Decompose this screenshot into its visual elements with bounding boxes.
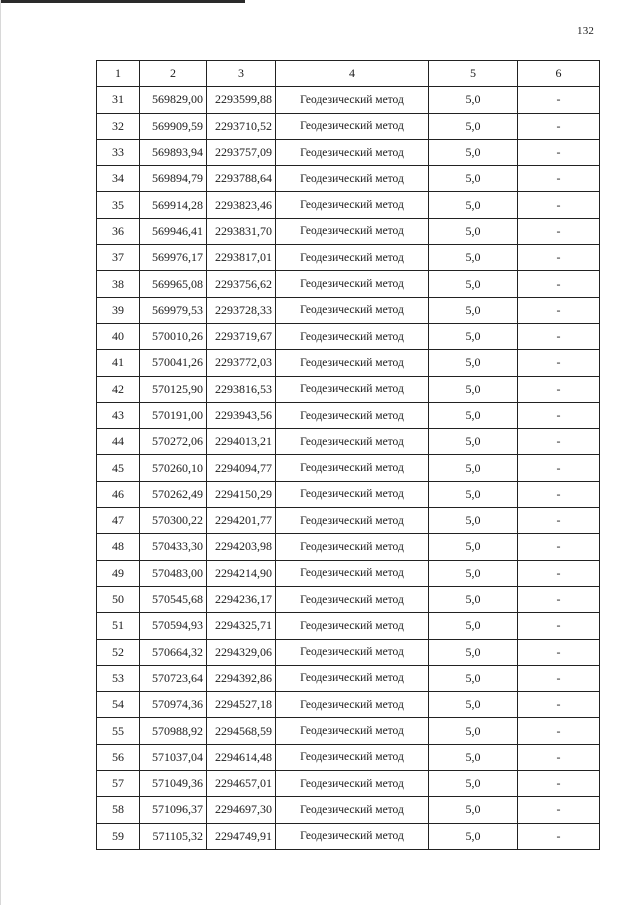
accuracy-cell: 5,0 [429,481,518,507]
accuracy-cell: 5,0 [429,87,518,113]
method-cell: Геодезический метод [276,192,429,218]
y-coordinate-cell: 2293757,09 [207,139,276,165]
accuracy-cell: 5,0 [429,139,518,165]
x-coordinate-cell: 570262,49 [140,481,207,507]
y-coordinate-cell: 2294697,30 [207,797,276,823]
x-coordinate-cell: 570272,06 [140,429,207,455]
point-number-cell: 55 [97,718,140,744]
method-cell: Геодезический метод [276,613,429,639]
table-row [97,87,600,113]
table-row [97,192,600,218]
table-row [97,771,600,797]
x-coordinate-cell: 569829,00 [140,87,207,113]
method-cell: Геодезический метод [276,429,429,455]
method-cell: Геодезический метод [276,402,429,428]
y-coordinate-cell: 2293710,52 [207,113,276,139]
x-coordinate-cell: 570260,10 [140,455,207,481]
point-number-cell: 44 [97,429,140,455]
point-number-cell: 46 [97,481,140,507]
x-coordinate-cell: 569914,28 [140,192,207,218]
note-cell: - [518,245,600,271]
accuracy-cell: 5,0 [429,797,518,823]
table-row [97,455,600,481]
note-cell: - [518,166,600,192]
y-coordinate-cell: 2294236,17 [207,586,276,612]
table-row [97,744,600,770]
accuracy-cell: 5,0 [429,166,518,192]
accuracy-cell: 5,0 [429,113,518,139]
table-row [97,271,600,297]
table-row [97,481,600,507]
note-cell: - [518,87,600,113]
point-number-cell: 39 [97,297,140,323]
accuracy-cell: 5,0 [429,402,518,428]
x-coordinate-cell: 569979,53 [140,297,207,323]
y-coordinate-cell: 2294094,77 [207,455,276,481]
scan-left-edge [0,0,1,905]
point-number-cell: 41 [97,350,140,376]
point-number-cell: 34 [97,166,140,192]
accuracy-cell: 5,0 [429,508,518,534]
note-cell: - [518,718,600,744]
x-coordinate-cell: 570433,30 [140,534,207,560]
table-row [97,586,600,612]
method-cell: Геодезический метод [276,744,429,770]
table-row [97,613,600,639]
point-number-cell: 50 [97,586,140,612]
accuracy-cell: 5,0 [429,376,518,402]
table-body [97,61,600,850]
note-cell: - [518,613,600,639]
table-row [97,692,600,718]
accuracy-cell: 5,0 [429,534,518,560]
accuracy-cell: 5,0 [429,455,518,481]
accuracy-cell: 5,0 [429,823,518,849]
point-number-cell: 42 [97,376,140,402]
note-cell: - [518,350,600,376]
x-coordinate-cell: 571105,32 [140,823,207,849]
y-coordinate-cell: 2293816,53 [207,376,276,402]
y-coordinate-cell: 2294614,48 [207,744,276,770]
note-cell: - [518,771,600,797]
point-number-cell: 40 [97,323,140,349]
note-cell: - [518,665,600,691]
y-coordinate-cell: 2294325,71 [207,613,276,639]
note-cell: - [518,429,600,455]
y-coordinate-cell: 2294013,21 [207,429,276,455]
table-row [97,218,600,244]
accuracy-cell: 5,0 [429,718,518,744]
table-row [97,350,600,376]
note-cell: - [518,323,600,349]
table-row [97,665,600,691]
x-coordinate-cell: 570041,26 [140,350,207,376]
method-cell: Геодезический метод [276,692,429,718]
note-cell: - [518,797,600,823]
note-cell: - [518,218,600,244]
x-coordinate-cell: 569909,59 [140,113,207,139]
table-row [97,797,600,823]
accuracy-cell: 5,0 [429,744,518,770]
note-cell: - [518,692,600,718]
y-coordinate-cell: 2293599,88 [207,87,276,113]
accuracy-cell: 5,0 [429,218,518,244]
accuracy-cell: 5,0 [429,323,518,349]
x-coordinate-cell: 570125,90 [140,376,207,402]
y-coordinate-cell: 2294568,59 [207,718,276,744]
point-number-cell: 35 [97,192,140,218]
method-cell: Геодезический метод [276,508,429,534]
table-row [97,139,600,165]
accuracy-cell: 5,0 [429,271,518,297]
note-cell: - [518,297,600,323]
note-cell: - [518,113,600,139]
method-cell: Геодезический метод [276,297,429,323]
method-cell: Геодезический метод [276,245,429,271]
x-coordinate-cell: 570974,36 [140,692,207,718]
y-coordinate-cell: 2294527,18 [207,692,276,718]
method-cell: Геодезический метод [276,797,429,823]
x-coordinate-cell: 569893,94 [140,139,207,165]
x-coordinate-cell: 569965,08 [140,271,207,297]
table-row [97,560,600,586]
note-cell: - [518,192,600,218]
x-coordinate-cell: 571037,04 [140,744,207,770]
table-row [97,245,600,271]
accuracy-cell: 5,0 [429,350,518,376]
note-cell: - [518,139,600,165]
method-cell: Геодезический метод [276,323,429,349]
accuracy-cell: 5,0 [429,665,518,691]
table-row [97,534,600,560]
point-number-cell: 43 [97,402,140,428]
note-cell: - [518,639,600,665]
scan-edge-mark [0,0,245,3]
x-coordinate-cell: 570300,22 [140,508,207,534]
point-number-cell: 37 [97,245,140,271]
point-number-cell: 57 [97,771,140,797]
note-cell: - [518,402,600,428]
method-cell: Геодезический метод [276,639,429,665]
y-coordinate-cell: 2294329,06 [207,639,276,665]
y-coordinate-cell: 2294392,86 [207,665,276,691]
header-cell: 6 [518,61,600,87]
header-cell: 1 [97,61,140,87]
point-number-cell: 47 [97,508,140,534]
x-coordinate-cell: 570988,92 [140,718,207,744]
y-coordinate-cell: 2293817,01 [207,245,276,271]
y-coordinate-cell: 2294203,98 [207,534,276,560]
point-number-cell: 49 [97,560,140,586]
y-coordinate-cell: 2293728,33 [207,297,276,323]
x-coordinate-cell: 569894,79 [140,166,207,192]
y-coordinate-cell: 2293943,56 [207,402,276,428]
note-cell: - [518,508,600,534]
x-coordinate-cell: 570191,00 [140,402,207,428]
method-cell: Геодезический метод [276,139,429,165]
x-coordinate-cell: 570483,00 [140,560,207,586]
table-row [97,113,600,139]
accuracy-cell: 5,0 [429,586,518,612]
point-number-cell: 59 [97,823,140,849]
accuracy-cell: 5,0 [429,771,518,797]
note-cell: - [518,586,600,612]
x-coordinate-cell: 571096,37 [140,797,207,823]
point-number-cell: 31 [97,87,140,113]
header-cell: 3 [207,61,276,87]
method-cell: Геодезический метод [276,350,429,376]
method-cell: Геодезический метод [276,823,429,849]
method-cell: Геодезический метод [276,665,429,691]
point-number-cell: 52 [97,639,140,665]
method-cell: Геодезический метод [276,560,429,586]
accuracy-cell: 5,0 [429,429,518,455]
table-row [97,166,600,192]
header-cell: 4 [276,61,429,87]
y-coordinate-cell: 2294201,77 [207,508,276,534]
point-number-cell: 54 [97,692,140,718]
method-cell: Геодезический метод [276,481,429,507]
method-cell: Геодезический метод [276,534,429,560]
method-cell: Геодезический метод [276,771,429,797]
point-number-cell: 51 [97,613,140,639]
y-coordinate-cell: 2293788,64 [207,166,276,192]
header-cell: 5 [429,61,518,87]
table-row [97,718,600,744]
point-number-cell: 33 [97,139,140,165]
table-row [97,402,600,428]
table-header-row [97,61,600,87]
note-cell: - [518,534,600,560]
accuracy-cell: 5,0 [429,692,518,718]
x-coordinate-cell: 571049,36 [140,771,207,797]
x-coordinate-cell: 570664,32 [140,639,207,665]
x-coordinate-cell: 569946,41 [140,218,207,244]
method-cell: Геодезический метод [276,376,429,402]
header-cell: 2 [140,61,207,87]
x-coordinate-cell: 570723,64 [140,665,207,691]
y-coordinate-cell: 2293823,46 [207,192,276,218]
accuracy-cell: 5,0 [429,639,518,665]
accuracy-cell: 5,0 [429,192,518,218]
method-cell: Геодезический метод [276,586,429,612]
method-cell: Геодезический метод [276,113,429,139]
note-cell: - [518,823,600,849]
table-row [97,429,600,455]
table-row [97,508,600,534]
accuracy-cell: 5,0 [429,560,518,586]
x-coordinate-cell: 570545,68 [140,586,207,612]
point-number-cell: 45 [97,455,140,481]
y-coordinate-cell: 2294657,01 [207,771,276,797]
y-coordinate-cell: 2294150,29 [207,481,276,507]
note-cell: - [518,560,600,586]
y-coordinate-cell: 2294749,91 [207,823,276,849]
note-cell: - [518,481,600,507]
point-number-cell: 53 [97,665,140,691]
method-cell: Геодезический метод [276,218,429,244]
x-coordinate-cell: 570594,93 [140,613,207,639]
y-coordinate-cell: 2293719,67 [207,323,276,349]
page-number: 132 [577,25,595,37]
method-cell: Геодезический метод [276,87,429,113]
table-row [97,823,600,849]
point-number-cell: 36 [97,218,140,244]
y-coordinate-cell: 2293831,70 [207,218,276,244]
method-cell: Геодезический метод [276,718,429,744]
table-row [97,297,600,323]
method-cell: Геодезический метод [276,166,429,192]
y-coordinate-cell: 2294214,90 [207,560,276,586]
x-coordinate-cell: 569976,17 [140,245,207,271]
coordinates-table [96,60,600,850]
table-row [97,376,600,402]
point-number-cell: 56 [97,744,140,770]
note-cell: - [518,744,600,770]
point-number-cell: 32 [97,113,140,139]
table-row [97,639,600,665]
note-cell: - [518,271,600,297]
x-coordinate-cell: 570010,26 [140,323,207,349]
point-number-cell: 58 [97,797,140,823]
accuracy-cell: 5,0 [429,297,518,323]
method-cell: Геодезический метод [276,455,429,481]
note-cell: - [518,455,600,481]
y-coordinate-cell: 2293756,62 [207,271,276,297]
point-number-cell: 38 [97,271,140,297]
y-coordinate-cell: 2293772,03 [207,350,276,376]
table-row [97,323,600,349]
point-number-cell: 48 [97,534,140,560]
method-cell: Геодезический метод [276,271,429,297]
accuracy-cell: 5,0 [429,245,518,271]
accuracy-cell: 5,0 [429,613,518,639]
note-cell: - [518,376,600,402]
